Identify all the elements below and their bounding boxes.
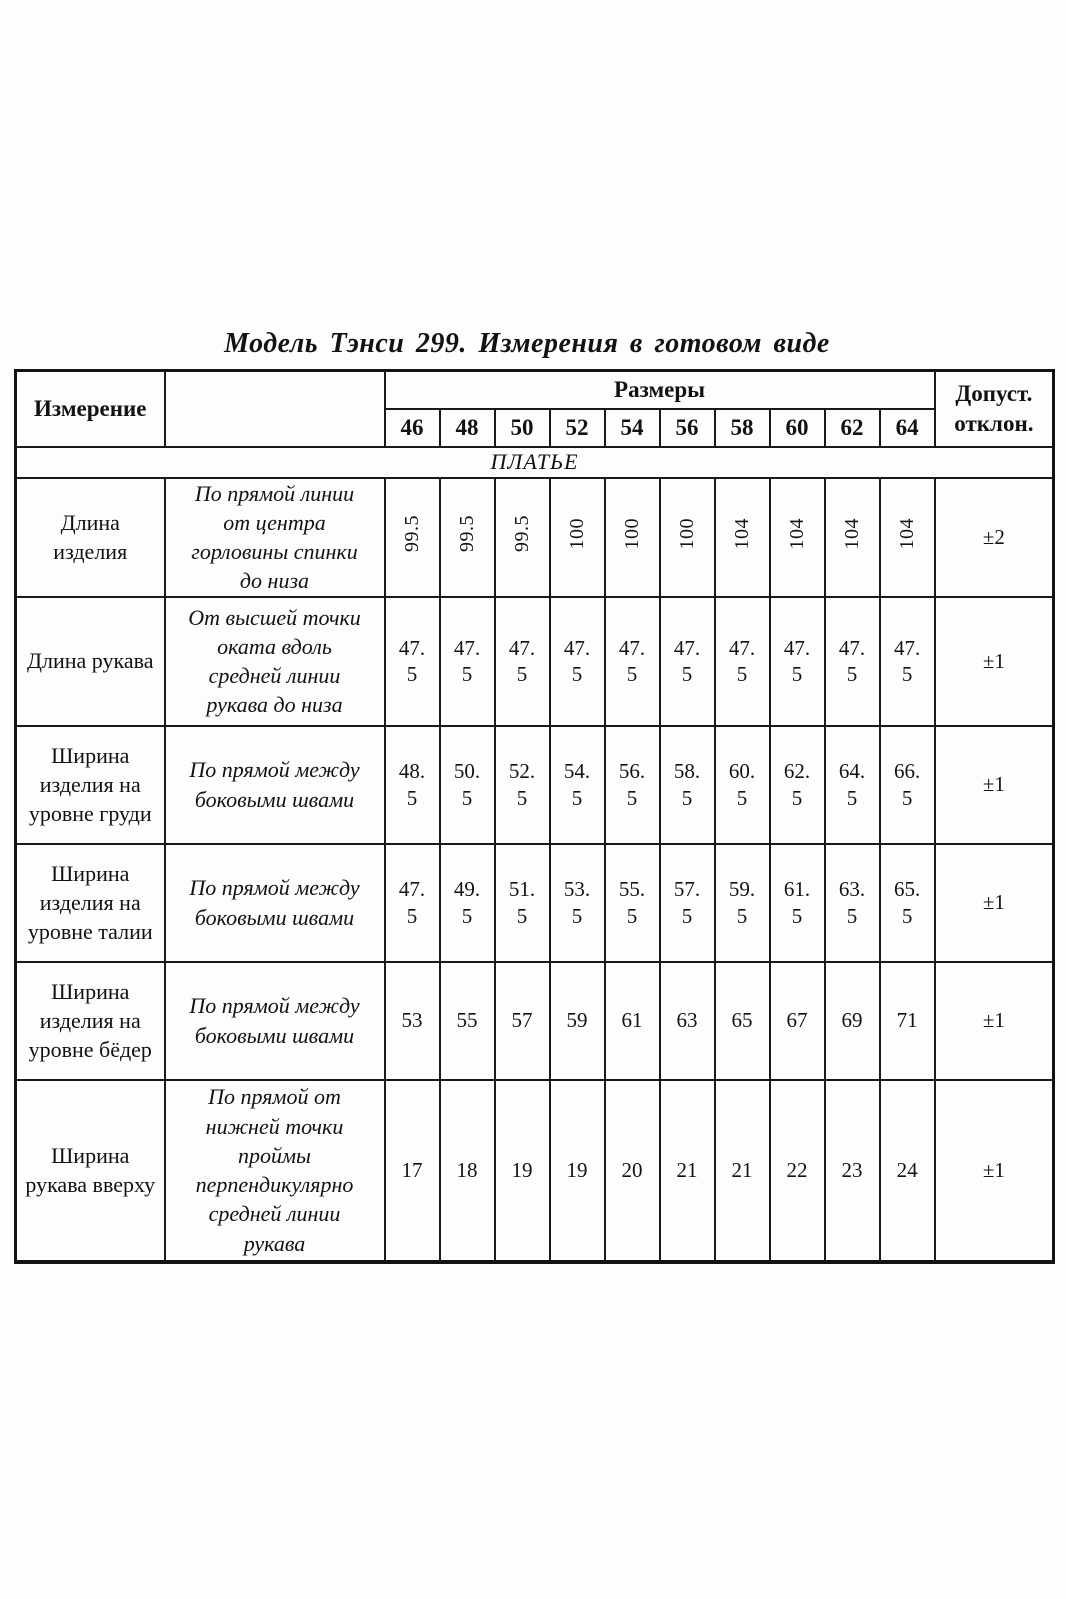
size-value-cell bbox=[440, 478, 495, 597]
measurement-description-cell: По прямой линии от центра горловины спинки до низа bbox=[165, 478, 385, 597]
tolerance-value-cell: ±1 bbox=[935, 962, 1054, 1080]
size-value-cell: 60. 5 bbox=[715, 726, 770, 844]
table-row bbox=[16, 1080, 1054, 1262]
measurement-column-header: Измерение bbox=[16, 371, 165, 447]
size-value-cell bbox=[605, 478, 660, 597]
measurement-description-cell: От высшей точки оката вдоль средней линии рукава до низа bbox=[165, 597, 385, 726]
size-value-cell bbox=[770, 478, 825, 597]
size-value-cell: 47. 5 bbox=[385, 844, 440, 962]
size-value-cell: 59 bbox=[550, 962, 605, 1080]
size-value-cell: 21 bbox=[660, 1080, 715, 1262]
measurement-description-cell: По прямой между боковыми швами bbox=[165, 962, 385, 1080]
rotated-value: 104 bbox=[785, 518, 808, 550]
page-title: Модель Тэнси 299. Измерения в готовом виде bbox=[224, 328, 830, 359]
size-column-header: 60 bbox=[770, 409, 825, 447]
size-value-cell: 57 bbox=[495, 962, 550, 1080]
measurement-name-cell: Длина изделия bbox=[16, 478, 165, 597]
size-value-cell: 22 bbox=[770, 1080, 825, 1262]
size-column-header: 52 bbox=[550, 409, 605, 447]
sizes-group-header: Размеры bbox=[385, 371, 935, 409]
size-value-cell: 50. 5 bbox=[440, 726, 495, 844]
size-value-cell: 64. 5 bbox=[825, 726, 880, 844]
size-value-cell: 19 bbox=[550, 1080, 605, 1262]
rotated-value: 104 bbox=[840, 518, 863, 550]
size-value-cell: 18 bbox=[440, 1080, 495, 1262]
size-value-cell bbox=[495, 478, 550, 597]
tolerance-value-cell: ±1 bbox=[935, 844, 1054, 962]
rotated-value: 100 bbox=[565, 518, 588, 550]
size-value-cell: 69 bbox=[825, 962, 880, 1080]
size-column-header: 54 bbox=[605, 409, 660, 447]
measurement-name-cell: Длина рукава bbox=[16, 597, 165, 726]
table-row bbox=[16, 597, 1054, 726]
size-value-cell: 62. 5 bbox=[770, 726, 825, 844]
size-value-cell bbox=[825, 478, 880, 597]
size-value-cell: 57. 5 bbox=[660, 844, 715, 962]
size-value-cell: 47. 5 bbox=[770, 597, 825, 726]
size-value-cell: 23 bbox=[825, 1080, 880, 1262]
size-column-header: 50 bbox=[495, 409, 550, 447]
size-value-cell: 58. 5 bbox=[660, 726, 715, 844]
tolerance-value-cell: ±1 bbox=[935, 726, 1054, 844]
size-value-cell: 47. 5 bbox=[825, 597, 880, 726]
size-value-cell: 51. 5 bbox=[495, 844, 550, 962]
size-value-cell: 19 bbox=[495, 1080, 550, 1262]
section-title-dress: ПЛАТЬЕ bbox=[16, 447, 1054, 478]
table-row bbox=[16, 962, 1054, 1080]
measurement-name-cell: Ширина изделия на уровне груди bbox=[16, 726, 165, 844]
size-value-cell bbox=[880, 478, 935, 597]
measurement-description-cell: По прямой между боковыми швами bbox=[165, 726, 385, 844]
size-value-cell bbox=[715, 478, 770, 597]
size-value-cell bbox=[385, 478, 440, 597]
size-value-cell: 24 bbox=[880, 1080, 935, 1262]
size-value-cell: 66. 5 bbox=[880, 726, 935, 844]
rotated-value: 99.5 bbox=[455, 515, 478, 553]
size-value-cell: 47. 5 bbox=[660, 597, 715, 726]
measurement-description-cell: По прямой от нижней точки проймы перпендикулярно средней линии рукава bbox=[165, 1080, 385, 1262]
rotated-value: 100 bbox=[675, 518, 698, 550]
tolerance-column-header: Допуст. отклон. bbox=[935, 371, 1054, 447]
rotated-value: 104 bbox=[730, 518, 753, 550]
size-value-cell bbox=[660, 478, 715, 597]
size-value-cell: 59. 5 bbox=[715, 844, 770, 962]
size-value-cell: 47. 5 bbox=[385, 597, 440, 726]
tolerance-value-cell: ±1 bbox=[935, 1080, 1054, 1262]
size-value-cell: 20 bbox=[605, 1080, 660, 1262]
size-column-header: 48 bbox=[440, 409, 495, 447]
rotated-value: 99.5 bbox=[510, 515, 533, 553]
size-value-cell: 55 bbox=[440, 962, 495, 1080]
table-row bbox=[16, 478, 1054, 597]
size-value-cell: 47. 5 bbox=[715, 597, 770, 726]
size-column-header: 62 bbox=[825, 409, 880, 447]
size-value-cell: 47. 5 bbox=[495, 597, 550, 726]
size-value-cell: 67 bbox=[770, 962, 825, 1080]
size-value-cell: 56. 5 bbox=[605, 726, 660, 844]
table-row bbox=[16, 844, 1054, 962]
measurement-name-cell: Ширина изделия на уровне талии bbox=[16, 844, 165, 962]
size-value-cell: 65 bbox=[715, 962, 770, 1080]
size-value-cell: 48. 5 bbox=[385, 726, 440, 844]
size-value-cell: 52. 5 bbox=[495, 726, 550, 844]
rotated-value: 100 bbox=[620, 518, 643, 550]
size-column-header: 64 bbox=[880, 409, 935, 447]
size-column-header: 58 bbox=[715, 409, 770, 447]
size-value-cell: 55. 5 bbox=[605, 844, 660, 962]
size-value-cell: 47. 5 bbox=[550, 597, 605, 726]
size-value-cell: 63 bbox=[660, 962, 715, 1080]
measurements-table bbox=[14, 369, 1055, 1264]
size-value-cell: 61. 5 bbox=[770, 844, 825, 962]
size-value-cell: 71 bbox=[880, 962, 935, 1080]
size-value-cell: 47. 5 bbox=[880, 597, 935, 726]
table-row bbox=[16, 726, 1054, 844]
measurement-description-cell: По прямой между боковыми швами bbox=[165, 844, 385, 962]
size-value-cell: 65. 5 bbox=[880, 844, 935, 962]
tolerance-value-cell: ±1 bbox=[935, 597, 1054, 726]
size-value-cell: 54. 5 bbox=[550, 726, 605, 844]
size-column-header: 56 bbox=[660, 409, 715, 447]
size-value-cell: 61 bbox=[605, 962, 660, 1080]
rotated-value: 104 bbox=[895, 518, 918, 550]
size-value-cell: 21 bbox=[715, 1080, 770, 1262]
tolerance-value-cell: ±2 bbox=[935, 478, 1054, 597]
measurement-name-cell: Ширина рукава вверху bbox=[16, 1080, 165, 1262]
description-column-header bbox=[165, 371, 385, 447]
size-value-cell: 47. 5 bbox=[440, 597, 495, 726]
size-value-cell: 53 bbox=[385, 962, 440, 1080]
measurement-name-cell: Ширина изделия на уровне бёдер bbox=[16, 962, 165, 1080]
size-value-cell: 53. 5 bbox=[550, 844, 605, 962]
size-value-cell bbox=[550, 478, 605, 597]
size-value-cell: 47. 5 bbox=[605, 597, 660, 726]
size-value-cell: 17 bbox=[385, 1080, 440, 1262]
size-column-header: 46 bbox=[385, 409, 440, 447]
size-value-cell: 49. 5 bbox=[440, 844, 495, 962]
rotated-value: 99.5 bbox=[400, 515, 423, 553]
size-value-cell: 63. 5 bbox=[825, 844, 880, 962]
